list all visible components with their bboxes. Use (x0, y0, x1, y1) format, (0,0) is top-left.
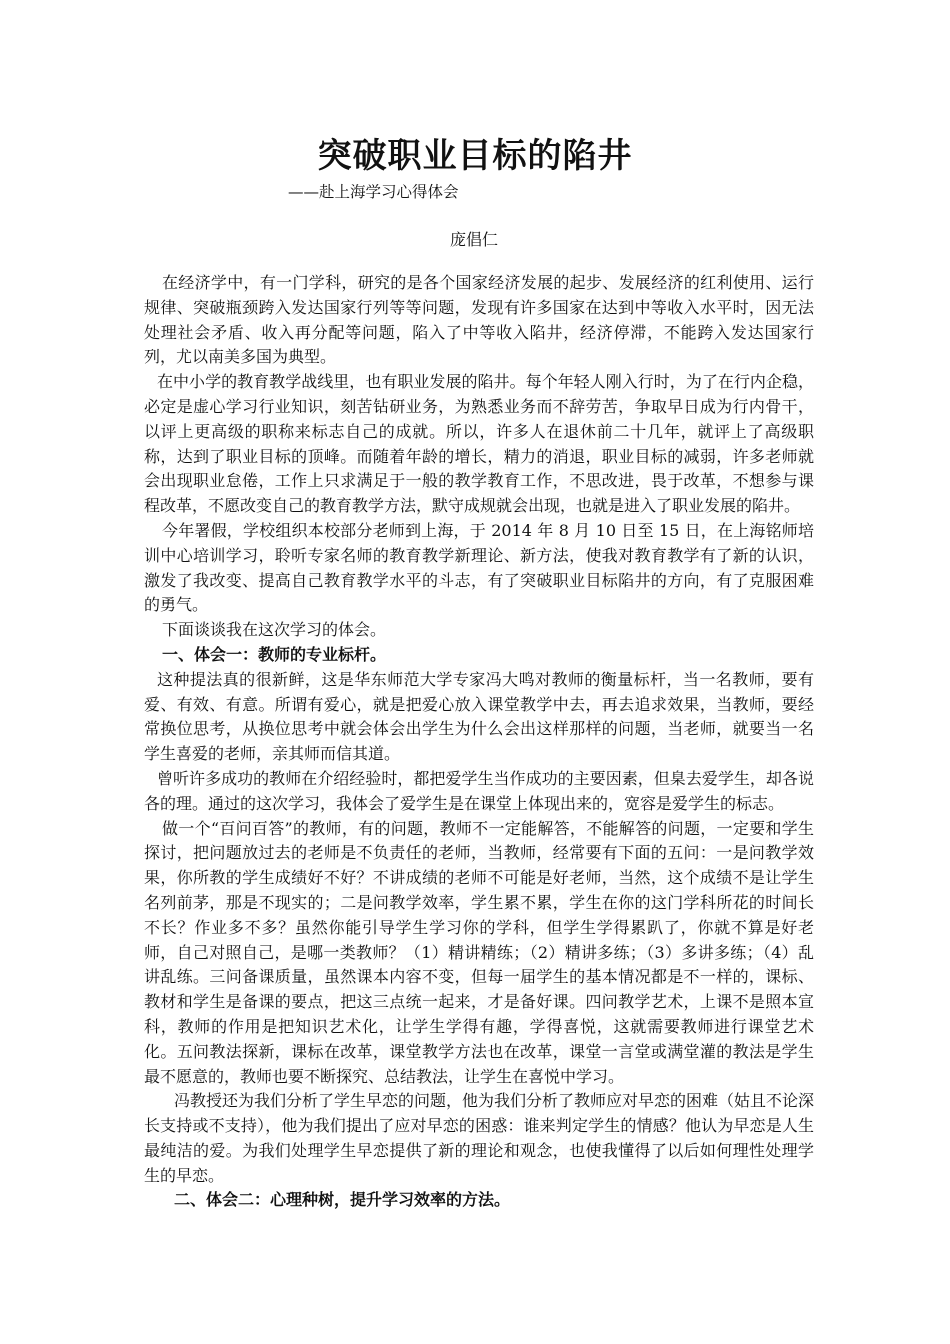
section-heading-1: 一、体会一：教师的专业标杆。 (162, 644, 387, 664)
paragraph: 冯教授还为我们分析了学生早恋的问题，他为我们分析了教师应对早恋的困难（姑且不论深长支持或不支持），他为我们提出了应对早恋的困惑：谁来判定学生的情感？他认为早恋是人生最纯洁的爱。为我们处理学生早恋提供了新的理论和观念，也使我懂得了以后如何理性处理学生的早恋。 (144, 1091, 815, 1185)
paragraph: 做一个“百问百答”的教师，有的问题，教师不一定能解答，不能解答的问题，一定要和学生探讨，把问题放过去的老师是不负责任的老师，当教师，经常要有下面的五问：一是问教学效果，你所教的学生成绩好不好？不讲成绩的老师不可能是好老师，当然，这个成绩不是让学生名列前茅，那是不现实的；二是问教学效率，学生累不累，学生在你的这门学科所花的时间长不长？作业多不多？虽然你能引导学生学习你的学科，但学生学得累趴了，你就不算是好老师，自己对照自己，是哪一类教师？（1）精讲精练；（2）精讲多练；（3）多讲多练；（4）乱讲乱练。三问备课质量，虽然课本内容不变，但每一届学生的基本情况都是不一样的，课标、教材和学生是备课的要点，把这三点统一起来，才是备好课。四问教学艺术，上课不是照本宣科，教师的作用是把知识艺术化，让学生学得有趣，学得喜悦，这就需要教师进行课堂艺术化。五问教法探新，课标在改革，课堂教学方法也在改革，课堂一言堂或满堂灌的教法是学生最不愿意的，教师也要不断探究、总结教法，让学生在喜悦中学习。 (144, 818, 814, 1086)
paragraph: 这种提法真的很新鲜，这是华东师范大学专家冯大鸣对教师的衡量标杆，当一名教师，要有爱、有效、有意。所谓有爱心，就是把爱心放入课堂教学中去，再去追求效果，当教师，要经常换位思考，从换位思考中就会体会出学生为什么会出这样那样的问题，当老师，就要当一名学生喜爱的老师，亲其师而信其道。 (144, 669, 814, 764)
document-title: 突破职业目标的陷井 (317, 136, 633, 176)
paragraph: 曾听许多成功的教师在介绍经验时，都把爱学生当作成功的主要因素，但臬去爱学生，却各说各的理。通过的这次学习，我体会了爱学生是在课堂上体现出来的，宽容是爱学生的标志。 (144, 768, 814, 813)
paragraph: 今年署假，学校组织本校部分老师到上海，于 2014 年 8 月 10 日至 15 日，在上海铭师培训中心培训学习，聆听专家名师的教育教学新理论、新方法，使我对教育教学有了新的认识，激发了我改变、提高自己教育教学水平的斗志，有了突破职业目标陷井的方向，有了克服困难的勇气。 (144, 520, 814, 615)
document-author: 庞倡仁 (450, 230, 499, 249)
paragraph: 在中小学的教育教学战线里，也有职业发展的陷井。每个年轻人刚入行时，为了在行内企稳，必定是虚心学习行业知识，刻苦钻研业务，为熟悉业务而不辞劳苦，争取早日成为行内骨干，以评上更高级的职称来标志自己的成就。所以，许多人在退休前二十几年，就评上了高级职称，达到了职业目标的顶峰。而随着年龄的增长，精力的消退，职业目标的减弱，许多老师就会出现职业怠倦，工作上只求满足于一般的教学教育工作，不思改进，畏于改革，不想参与课程改革，不愿改变自己的教育教学方法，默守成规就会出现，也就是进入了职业发展的陷井。 (144, 372, 814, 516)
paragraph: 在经济学中，有一门学科，研究的是各个国家经济发展的起步、发展经济的红利使用、运行规律、突破瓶颈跨入发达国家行列等等问题，发现有许多国家在达到中等收入水平时，因无法处理社会矛盾、收入再分配等问题，陷入了中等收入陷井，经济停滞，不能跨入发达国家行列，尤以南美多国为典型。 (144, 273, 814, 367)
document-body (144, 271, 814, 1213)
document-subtitle: ——赴上海学习心得体会 (288, 183, 459, 201)
paragraph: 下面谈谈我在这次学习的体会。 (162, 620, 387, 640)
section-heading-2: 二、体会二：心理种树，提升学习效率的方法。 (174, 1190, 511, 1210)
